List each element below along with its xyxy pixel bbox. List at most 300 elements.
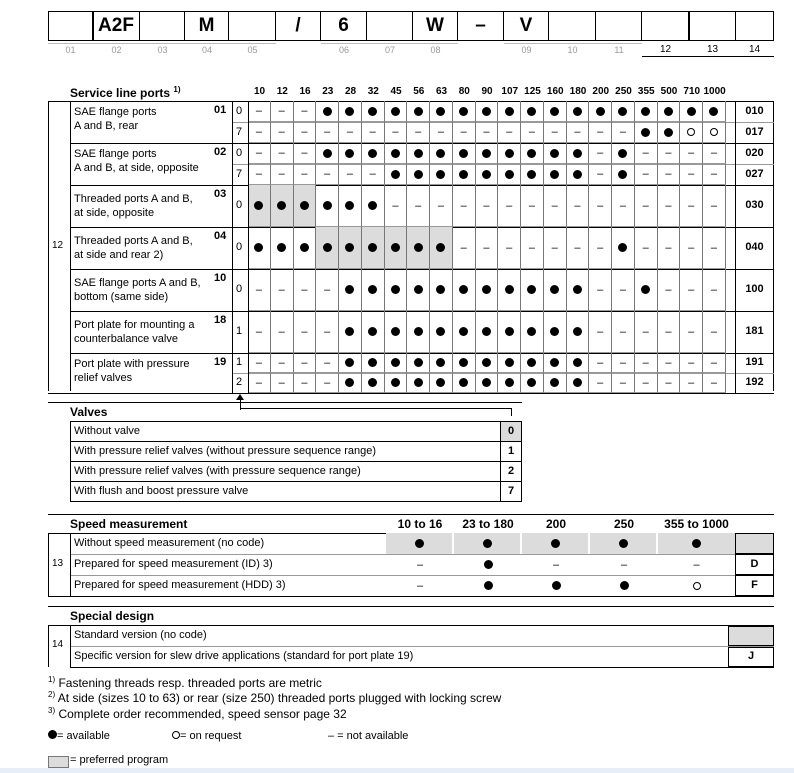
speed-column-header: 10 to 16 xyxy=(397,517,443,531)
not-available-dash: – xyxy=(392,199,399,212)
not-available-dash: – xyxy=(255,325,262,338)
availability-cell xyxy=(703,185,726,227)
available-dot xyxy=(619,539,628,548)
not-available-dash: – xyxy=(369,168,376,180)
not-available-dash: – xyxy=(324,356,331,369)
availability-cell xyxy=(339,185,362,227)
available-dot xyxy=(345,327,354,336)
size-header: 160 xyxy=(546,86,564,97)
availability-cell xyxy=(453,101,476,122)
availability-cell xyxy=(635,185,658,227)
availability-cell xyxy=(476,143,499,164)
availability-cell xyxy=(271,164,294,185)
availability-cell xyxy=(316,227,339,269)
availability-cell xyxy=(385,269,408,311)
available-dot xyxy=(368,107,377,116)
not-available-dash: – xyxy=(688,147,695,159)
available-dot xyxy=(345,149,354,158)
availability-cell xyxy=(612,373,635,393)
availability-cell xyxy=(589,101,612,122)
available-dot xyxy=(414,243,423,252)
position-number: 02 xyxy=(93,43,140,57)
row-divider xyxy=(48,514,774,515)
availability-cell xyxy=(407,164,430,185)
available-dot xyxy=(550,327,559,336)
available-dot xyxy=(368,327,377,336)
availability-cell xyxy=(430,185,453,227)
not-available-dash: – xyxy=(255,126,262,138)
availability-cell xyxy=(385,373,408,393)
availability-cell xyxy=(407,185,430,227)
availability-cell xyxy=(385,311,408,353)
valve-label: With pressure relief valves (with pressure sequence range) xyxy=(74,465,361,477)
availability-cell xyxy=(567,353,590,373)
available-dot xyxy=(573,358,582,367)
available-dot xyxy=(391,358,400,367)
position-number: 13 xyxy=(706,44,719,55)
position-number: 09 xyxy=(504,43,549,57)
port-option-label: Port plate for mounting a counterbalance valve xyxy=(74,319,195,345)
on-request-ring xyxy=(693,582,701,590)
availability-cell xyxy=(294,311,317,353)
availability-cell xyxy=(703,227,726,269)
availability-cell xyxy=(248,143,271,164)
not-available-dash: – xyxy=(416,558,424,571)
available-dot xyxy=(323,201,332,210)
order-code-box: 6 xyxy=(320,11,367,41)
available-dot xyxy=(345,285,354,294)
availability-cell xyxy=(658,269,681,311)
order-code-box xyxy=(689,11,774,41)
availability-cell xyxy=(521,311,544,353)
not-available-dash: – xyxy=(551,199,558,212)
sub-code: 0 xyxy=(235,104,243,117)
position-number: 01 xyxy=(48,43,93,57)
order-code-box: V xyxy=(503,11,549,41)
footnote-marker: 3) xyxy=(48,706,56,715)
available-dot xyxy=(484,560,493,569)
available-dot xyxy=(414,285,423,294)
availability-cell xyxy=(567,185,590,227)
not-available-dash: – xyxy=(665,283,672,296)
frame-line xyxy=(48,533,49,596)
order-code-box xyxy=(48,11,94,41)
not-available-dash: – xyxy=(301,325,308,338)
availability-cell xyxy=(680,353,703,373)
speed-availability-cell xyxy=(454,554,522,575)
availability-cell xyxy=(430,143,453,164)
not-available-dash: – xyxy=(619,283,626,296)
port-option-label: SAE flange ports A and B, rear xyxy=(74,106,157,132)
availability-cell xyxy=(339,269,362,311)
not-available-dash: – xyxy=(642,376,649,389)
not-available-dash: – xyxy=(278,147,285,159)
availability-cell xyxy=(498,353,521,373)
speed-availability-cell xyxy=(386,533,454,554)
availability-cell xyxy=(339,311,362,353)
speed-code: F xyxy=(751,579,758,591)
availability-cell xyxy=(544,227,567,269)
availability-cell xyxy=(271,227,294,269)
port-option-number: 01 xyxy=(214,104,227,116)
availability-cell xyxy=(658,185,681,227)
footnote-marker: 1) xyxy=(48,675,56,684)
row-divider xyxy=(48,606,774,607)
available-dot xyxy=(483,539,492,548)
order-code: 192 xyxy=(745,376,764,388)
availability-cell xyxy=(521,122,544,143)
port-option-number: 10 xyxy=(214,272,227,284)
footnote xyxy=(48,706,347,721)
special-code: J xyxy=(747,650,755,662)
not-available-dash: – xyxy=(665,147,672,159)
not-available-dash: – xyxy=(483,126,490,138)
availability-cell xyxy=(316,122,339,143)
available-dot xyxy=(505,378,514,387)
availability-cell xyxy=(544,269,567,311)
available-dot xyxy=(550,378,559,387)
size-header: 1000 xyxy=(703,86,726,97)
not-available-dash: – xyxy=(597,325,604,338)
speed-title: Speed measurement xyxy=(70,517,188,531)
not-available-dash: – xyxy=(642,241,649,254)
availability-cell xyxy=(248,311,271,353)
order-code: 017 xyxy=(745,125,764,138)
available-dot xyxy=(505,107,514,116)
availability-cell xyxy=(294,185,317,227)
available-dot xyxy=(277,243,286,252)
availability-cell xyxy=(635,227,658,269)
not-available-dash: – xyxy=(301,126,308,138)
availability-cell xyxy=(521,227,544,269)
not-available-dash: – xyxy=(528,199,535,212)
availability-cell xyxy=(294,353,317,373)
availability-cell xyxy=(589,185,612,227)
port-option-label: SAE flange ports A and B, at side, opposite xyxy=(74,148,199,174)
availability-cell xyxy=(294,101,317,122)
size-header: 45 xyxy=(390,86,402,97)
position-number: 04 xyxy=(185,43,229,57)
speed-column-header: 23 to 180 xyxy=(462,517,514,531)
valve-code: 7 xyxy=(507,485,515,497)
availability-cell xyxy=(362,227,385,269)
availability-cell xyxy=(407,101,430,122)
available-dot xyxy=(323,107,332,116)
availability-cell xyxy=(453,143,476,164)
not-available-dash: – xyxy=(597,199,604,212)
availability-cell xyxy=(476,311,499,353)
group-number: 12 xyxy=(52,240,64,251)
not-available-dash: – xyxy=(688,325,695,338)
speed-availability-cell xyxy=(658,575,735,596)
available-dot xyxy=(687,107,696,116)
frame-line xyxy=(70,101,71,391)
availability-cell xyxy=(612,164,635,185)
availability-cell xyxy=(612,269,635,311)
availability-cell xyxy=(362,373,385,393)
availability-cell xyxy=(567,143,590,164)
available-dot xyxy=(596,107,605,116)
position-number: 12 xyxy=(659,44,672,55)
availability-cell xyxy=(294,164,317,185)
not-available-dash: – xyxy=(392,126,399,138)
available-dot xyxy=(391,170,400,179)
availability-cell xyxy=(339,101,362,122)
availability-cell xyxy=(362,353,385,373)
port-option-label: Threaded ports A and B, at side and rear 2) xyxy=(74,235,193,261)
availability-cell xyxy=(362,311,385,353)
order-code: 181 xyxy=(745,325,764,337)
available-dot xyxy=(527,378,536,387)
availability-cell xyxy=(567,164,590,185)
not-available-dash: – xyxy=(688,283,695,296)
availability-cell xyxy=(612,353,635,373)
order-code-box xyxy=(228,11,276,41)
available-dot xyxy=(345,107,354,116)
available-dot xyxy=(391,243,400,252)
speed-code: D xyxy=(750,558,759,570)
availability-cell xyxy=(498,122,521,143)
row-divider xyxy=(70,646,774,647)
available-dot xyxy=(618,243,627,252)
availability-cell xyxy=(362,101,385,122)
not-available-dash: – xyxy=(597,168,604,180)
availability-cell xyxy=(248,164,271,185)
frame-line xyxy=(48,101,49,391)
not-available-dash: – xyxy=(278,168,285,180)
available-dot xyxy=(391,378,400,387)
availability-cell xyxy=(453,164,476,185)
availability-cell xyxy=(544,122,567,143)
speed-availability-cell xyxy=(454,533,522,554)
available-dot xyxy=(368,149,377,158)
availability-cell xyxy=(339,373,362,393)
available-dot xyxy=(48,730,57,739)
frame-line xyxy=(70,625,71,667)
availability-cell xyxy=(521,373,544,393)
speed-availability-cell xyxy=(454,575,522,596)
availability-cell xyxy=(407,227,430,269)
arrow-line xyxy=(240,408,511,409)
port-option-number: 19 xyxy=(214,356,227,368)
availability-cell xyxy=(476,373,499,393)
speed-option-text: Prepared for speed measurement (ID) 3) xyxy=(74,558,273,570)
available-dot xyxy=(459,107,468,116)
valve-label: Without valve xyxy=(74,425,141,437)
available-dot xyxy=(254,243,263,252)
available-dot xyxy=(459,327,468,336)
port-option-number: 18 xyxy=(214,314,227,326)
availability-cell xyxy=(362,122,385,143)
not-available-dash: – xyxy=(255,356,262,369)
frame-line xyxy=(48,625,774,626)
availability-cell xyxy=(567,122,590,143)
not-available-dash: – xyxy=(688,199,695,212)
not-available-dash: – xyxy=(551,241,558,254)
availability-cell xyxy=(567,227,590,269)
not-available-dash: – xyxy=(710,147,717,159)
not-available-dash: – xyxy=(552,558,560,571)
available-dot xyxy=(414,170,423,179)
not-available-dash: – xyxy=(278,126,285,138)
availability-cell xyxy=(339,122,362,143)
not-available-dash: – xyxy=(278,283,285,296)
availability-cell xyxy=(521,101,544,122)
not-available-dash: – xyxy=(506,126,513,138)
position-number: 10 xyxy=(549,43,596,57)
availability-cell xyxy=(248,185,271,227)
availability-cell xyxy=(453,353,476,373)
available-dot xyxy=(573,285,582,294)
size-header: 80 xyxy=(458,86,470,97)
not-available-dash: – xyxy=(255,105,262,117)
available-dot xyxy=(618,170,627,179)
not-available-dash: – xyxy=(597,283,604,296)
sub-code: 0 xyxy=(235,146,243,159)
valve-code: 0 xyxy=(507,425,515,437)
availability-cell xyxy=(271,185,294,227)
not-available-dash: – xyxy=(619,376,626,389)
availability-cell xyxy=(658,227,681,269)
available-dot xyxy=(368,243,377,252)
availability-cell xyxy=(703,122,726,143)
availability-cell xyxy=(294,122,317,143)
order-code-box xyxy=(641,11,689,41)
availability-cell xyxy=(271,269,294,311)
sub-code: 0 xyxy=(235,199,243,211)
availability-cell xyxy=(658,373,681,393)
available-dot xyxy=(391,285,400,294)
not-available-dash: – xyxy=(324,283,331,296)
available-dot xyxy=(527,285,536,294)
availability-cell xyxy=(544,311,567,353)
not-available-dash: – xyxy=(301,356,308,369)
valve-label: With flush and boost pressure valve xyxy=(74,485,249,497)
availability-cell xyxy=(680,164,703,185)
not-available-dash: – xyxy=(437,199,444,212)
available-dot xyxy=(550,358,559,367)
preferred-swatch xyxy=(48,756,69,768)
availability-cell xyxy=(339,143,362,164)
special-option-label: Standard version (no code) xyxy=(74,629,207,641)
available-dot xyxy=(527,358,536,367)
availability-cell xyxy=(271,373,294,393)
divider xyxy=(735,11,736,41)
availability-cell xyxy=(635,353,658,373)
availability-cell xyxy=(703,373,726,393)
size-header: 107 xyxy=(501,86,519,97)
availability-cell xyxy=(316,353,339,373)
legend-on-request xyxy=(172,730,241,742)
availability-cell xyxy=(271,353,294,373)
available-dot xyxy=(573,378,582,387)
availability-cell xyxy=(407,311,430,353)
not-available-dash: – xyxy=(574,241,581,254)
not-available-dash: – xyxy=(460,126,467,138)
available-dot xyxy=(277,201,286,210)
position-number: 14 xyxy=(748,44,761,55)
not-available-dash: – xyxy=(278,105,285,117)
size-header: 710 xyxy=(683,86,701,97)
sub-code: 7 xyxy=(235,167,243,180)
not-available-dash: – xyxy=(437,126,444,138)
position-number: 03 xyxy=(140,43,185,57)
not-available-dash: – xyxy=(255,168,262,180)
availability-cell xyxy=(362,164,385,185)
availability-cell xyxy=(703,164,726,185)
legend-text: = available xyxy=(57,730,110,742)
availability-cell xyxy=(453,185,476,227)
available-dot xyxy=(414,358,423,367)
availability-cell xyxy=(476,353,499,373)
not-available-dash: – xyxy=(506,199,513,212)
frame-line xyxy=(248,101,249,393)
availability-cell xyxy=(407,143,430,164)
availability-cell xyxy=(316,164,339,185)
order-code: 010 xyxy=(745,104,764,117)
size-header: 63 xyxy=(435,86,448,97)
availability-cell xyxy=(407,269,430,311)
port-option-label: Port plate with pressure relief valves xyxy=(74,358,190,384)
not-available-dash: – xyxy=(688,168,695,180)
speed-availability-cell xyxy=(658,533,735,554)
row-divider xyxy=(48,402,522,403)
availability-cell xyxy=(658,143,681,164)
available-dot xyxy=(505,327,514,336)
availability-cell xyxy=(612,185,635,227)
availability-cell xyxy=(498,227,521,269)
availability-cell xyxy=(498,311,521,353)
not-available-dash: – xyxy=(693,558,700,571)
sub-code: 0 xyxy=(235,283,243,295)
footnote xyxy=(48,675,322,690)
speed-availability-cell xyxy=(590,575,658,596)
not-available-dash: – xyxy=(619,356,626,369)
not-available-dash: – xyxy=(688,356,695,369)
availability-cell xyxy=(498,269,521,311)
port-option-label: SAE flange ports A and B, bottom (same side) xyxy=(74,277,201,303)
arrow-line xyxy=(511,408,512,416)
available-dot xyxy=(550,285,559,294)
availability-cell xyxy=(589,373,612,393)
size-header: 500 xyxy=(660,86,678,97)
availability-cell xyxy=(680,185,703,227)
special-code-box xyxy=(728,626,774,646)
legend-preferred: = preferred program xyxy=(70,754,169,766)
footnote-text: Complete order recommended, speed sensor page 32 xyxy=(55,707,347,721)
availability-cell xyxy=(339,164,362,185)
available-dot xyxy=(505,170,514,179)
available-dot xyxy=(368,378,377,387)
valve-code: 1 xyxy=(507,445,515,457)
availability-cell xyxy=(248,373,271,393)
footnote-ref: 1) xyxy=(173,85,181,94)
available-dot xyxy=(459,149,468,158)
on-request-ring xyxy=(687,128,695,136)
size-header: 12 xyxy=(276,86,288,97)
available-dot xyxy=(414,149,423,158)
availability-cell xyxy=(453,269,476,311)
not-available-dash: – xyxy=(324,376,331,389)
footnote-text: At side (sizes 10 to 63) or rear (size 250) threaded ports plugged with locking screw xyxy=(55,691,502,705)
size-header: 16 xyxy=(299,86,311,97)
not-available-dash: – xyxy=(416,579,424,592)
available-dot xyxy=(436,327,445,336)
availability-cell xyxy=(362,185,385,227)
available-dot xyxy=(414,327,423,336)
not-available-dash: – xyxy=(665,241,672,254)
not-available-dash: – xyxy=(688,241,695,254)
